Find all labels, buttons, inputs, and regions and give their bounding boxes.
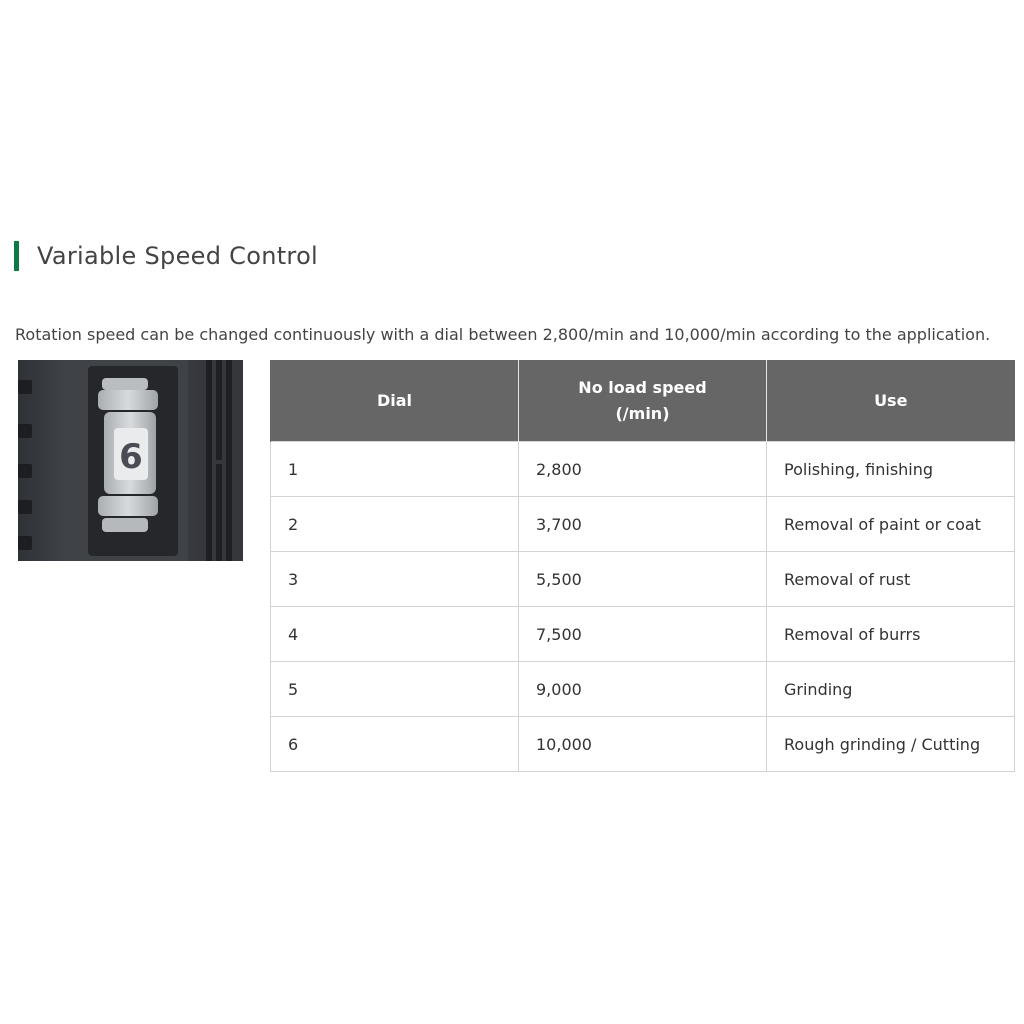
- cell-dial: 1: [271, 442, 519, 497]
- table-row: [271, 442, 1015, 497]
- dial-digit: 6: [119, 437, 143, 477]
- speed-table: [270, 360, 1015, 772]
- cell-dial: 4: [271, 607, 519, 662]
- dial-wheel: [98, 378, 158, 532]
- cell-use: Polishing, finishing: [767, 442, 1015, 497]
- header-speed: [519, 360, 767, 442]
- speed-dial-photo: [18, 360, 243, 561]
- table-row: [271, 662, 1015, 717]
- cell-speed: 2,800: [519, 442, 767, 497]
- cell-speed: 3,700: [519, 497, 767, 552]
- section-heading: [14, 240, 318, 272]
- header-speed-line2: (/min): [615, 403, 670, 423]
- heading-accent-bar: [14, 241, 19, 271]
- cell-dial: 2: [271, 497, 519, 552]
- table-row: [271, 497, 1015, 552]
- table-row: [271, 717, 1015, 772]
- table-row: [271, 607, 1015, 662]
- section-title: Variable Speed Control: [37, 242, 319, 270]
- cell-use: Rough grinding / Cutting: [767, 717, 1015, 772]
- cell-use: Grinding: [767, 662, 1015, 717]
- header-dial: Dial: [271, 360, 519, 442]
- intro-text: Rotation speed can be changed continuously with a dial between 2,800/min and 10,000/min according to the application.: [15, 325, 991, 344]
- cell-dial: 6: [271, 717, 519, 772]
- cell-dial: 3: [271, 552, 519, 607]
- cell-use: Removal of paint or coat: [767, 497, 1015, 552]
- cell-speed: 5,500: [519, 552, 767, 607]
- cell-dial: 5: [271, 662, 519, 717]
- table-header-row: [271, 360, 1015, 442]
- cell-speed: 7,500: [519, 607, 767, 662]
- cell-speed: 9,000: [519, 662, 767, 717]
- header-use: Use: [767, 360, 1015, 442]
- cell-use: Removal of burrs: [767, 607, 1015, 662]
- header-speed-line1: No load speed: [578, 377, 707, 397]
- table-row: [271, 552, 1015, 607]
- cell-use: Removal of rust: [767, 552, 1015, 607]
- cell-speed: 10,000: [519, 717, 767, 772]
